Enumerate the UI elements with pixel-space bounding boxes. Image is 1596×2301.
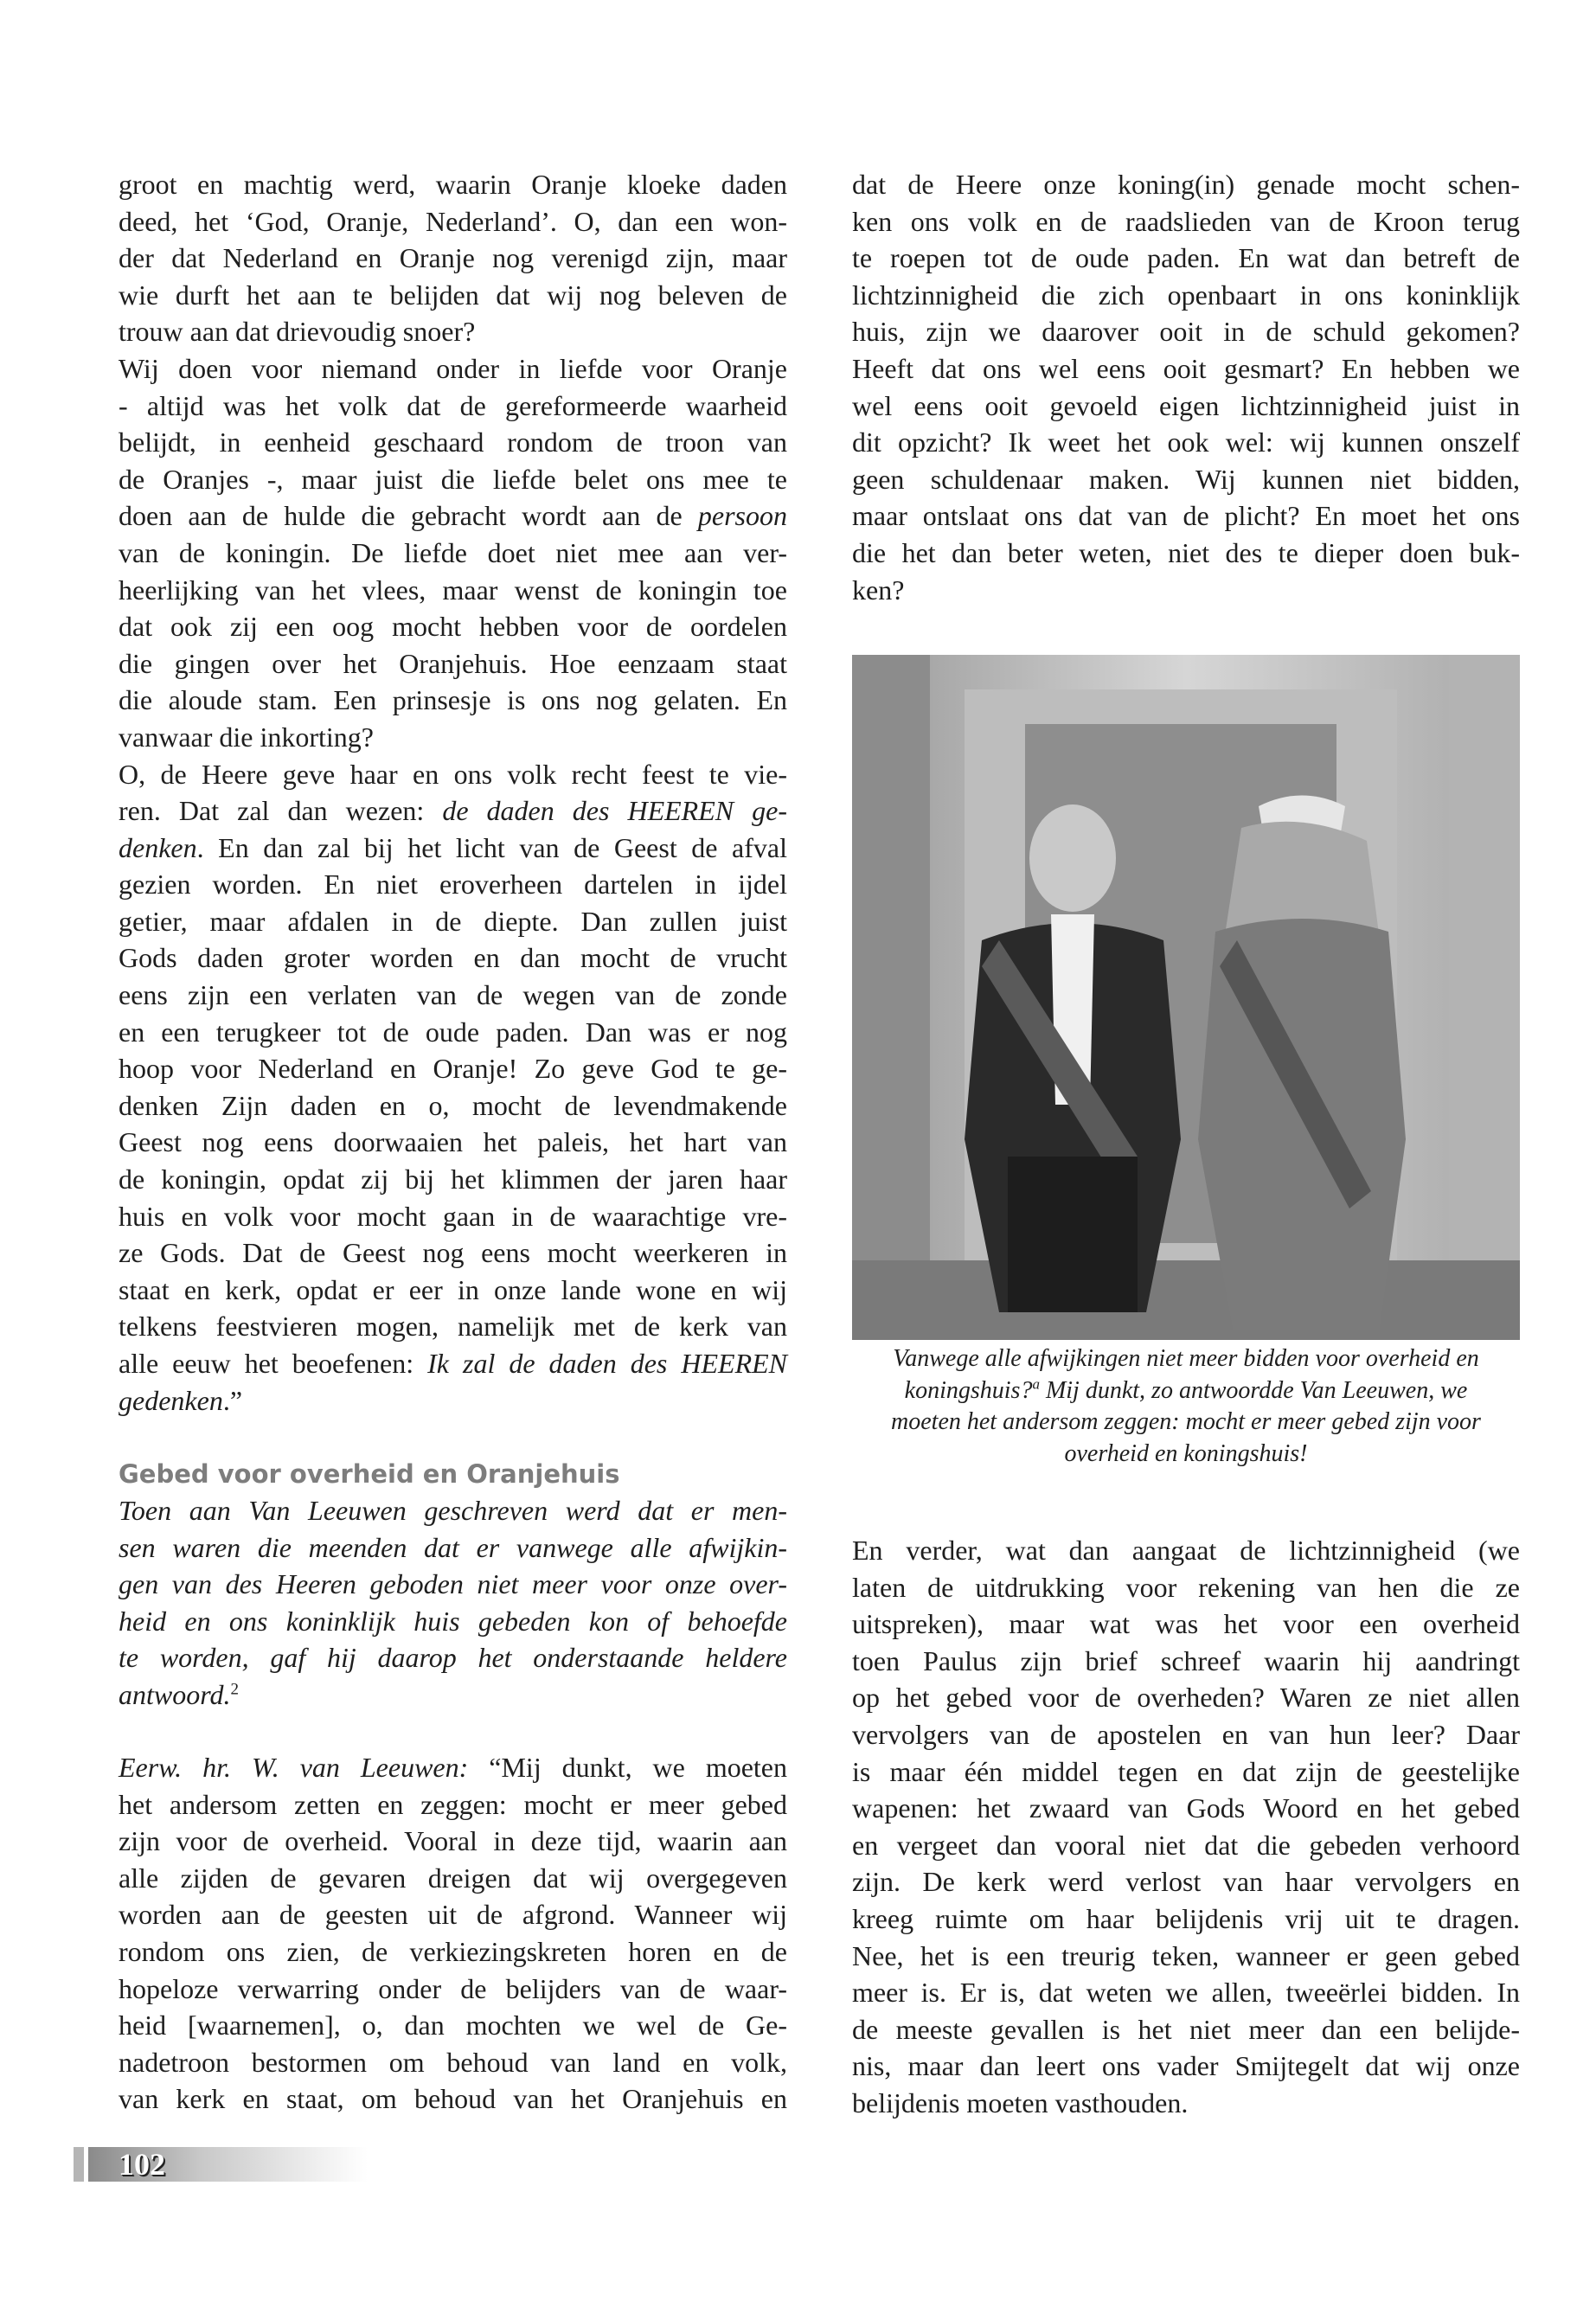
text-line [119,497,787,535]
text-run: uitspreken), maar wat was het voor een overheid [852,1608,1520,1640]
text-line [852,1938,1520,1975]
text-line [119,1345,787,1382]
footnote-marker: a [1032,1375,1040,1393]
text-line [119,1124,787,1161]
text-line [119,1087,787,1125]
text-run: Gods daden groter worden en dan mocht de vrucht [119,942,787,974]
text-run: belijdt, in eenheid geschaard rondom de troon van [119,426,787,458]
text-line [119,1639,787,1676]
text-line [119,830,787,867]
text-run: overheid en koningshuis! [1064,1440,1308,1468]
text-run: ken? [852,574,905,606]
text-run: Geest nog eens doorwaaien het paleis, het hart van [119,1126,787,1158]
caption-line [852,1407,1520,1439]
footnote-marker: 2 [230,1680,239,1699]
text-line [119,792,787,830]
text-line [852,2085,1520,2122]
text-run: En verder, wat dan aangaat de lichtzinnigheid (we [852,1535,1520,1566]
text-line [119,313,787,350]
text-run: Wij doen voor niemand onder in liefde voor Oranje [119,352,787,384]
text-run: gezien worden. En niet eroverheen dartelen in ijdel [119,868,787,901]
text-line [119,424,787,461]
text-line [852,1532,1520,1569]
text-run: kreeg ruimte om haar belijdenis vrij uit te dragen. [852,1902,1520,1934]
text-run: .” [222,1384,243,1416]
text-run: alle eeuw het beoefenen: [119,1348,428,1379]
text-line [119,1161,787,1198]
text-run: heid [waarnemen], o, dan mochten we wel de Ge- [119,2009,787,2041]
text-run: getier, maar afdalen in de diepte. Dan zullen juist [119,905,787,937]
text-run: telkens feestvieren mogen, namelijk met de kerk van [119,1311,787,1343]
text-line [119,2080,787,2118]
text-run: de koningin, opdat zij bij het klimmen der jaren haar [119,1163,787,1195]
text-run: lichtzinnigheid die zich openbaart in ons koninklijk [852,279,1520,311]
text-line [119,1492,787,1529]
text-run: huis en volk voor mocht gaan in de waarachtige vre- [119,1200,787,1232]
text-run: persoon [697,500,787,532]
caption-line [852,1375,1520,1407]
text-line [119,1823,787,1860]
text-run: dat de Heere onze koning(in) genade mocht schen- [852,169,1520,200]
text-run: heid en ons koninklijk huis gebeden kon of behoefde [119,1605,787,1637]
text-line [119,1603,787,1640]
text-run: zijn. De kerk werd verlost van haar vervolgers en [852,1866,1520,1898]
text-line [119,240,787,277]
text-run: het andersom zetten en zeggen: mocht er meer gebed [119,1788,787,1820]
text-line [852,1827,1520,1864]
section-heading: Gebed voor overheid en Oranjehuis [119,1459,620,1489]
text-run: te worden, gaf hij daarop het onderstaande heldere [119,1642,787,1674]
text-run: antwoord. [119,1678,231,1710]
text-run: ren. Dat zal dan wezen: [119,795,443,827]
text-line [852,350,1520,388]
text-line [119,388,787,425]
text-line [852,1569,1520,1606]
text-run: denken [119,831,197,863]
text-line [119,166,787,203]
text-run: vervolgers van de apostelen en van hun leer? Daar [852,1718,1520,1750]
text-line [119,1786,787,1823]
text-run: hopeloze verwarring onder de belijders van de waar- [119,1972,787,2004]
text-line [852,535,1520,572]
text-line [119,1860,787,1897]
text-line [852,240,1520,277]
quote-paragraph [119,1749,787,2118]
text-run: Ik zal de daden des HEEREN [427,1348,788,1379]
text-run: huis, zijn we daarover ooit in de schuld gekomen? [852,316,1520,348]
text-run: Nee, het is een treurig teken, wanneer er geen gebed [852,1939,1520,1971]
text-run: doen aan de hulde die gebracht wordt aan de [119,500,698,532]
text-line [852,166,1520,203]
text-line [852,1643,1520,1680]
page-number: 102 [119,2147,165,2182]
text-run: vanwaar die inkorting? [119,721,374,753]
text-run: der dat Nederland en Oranje nog verenigd zijn, maar [119,242,787,274]
text-run: die aloude stam. Een prinsesje is ons nog gelaten. En [119,684,787,716]
text-line [119,1198,787,1235]
text-run: toen Paulus zijn brief schreef waarin hij aandringt [852,1644,1520,1676]
text-run: rondom ons zien, de verkiezingskreten horen en de [119,1935,787,1967]
text-line [119,2044,787,2081]
text-run: nadetroon bestormen om behoud van land en volk, [119,2046,787,2078]
text-line [119,1234,787,1272]
text-line [119,719,787,756]
text-run: nis, maar dan leert ons vader Smijtegelt dat wij onze [852,2050,1520,2082]
text-line [119,1971,787,2008]
text-line [852,313,1520,350]
text-line [852,277,1520,314]
text-run: Vanwege alle afwijkingen niet meer bidden voor overheid en [893,1345,1479,1372]
text-run: “Mij dunkt, we moeten [468,1752,788,1783]
text-run: Eerw. hr. W. van Leeuwen: [119,1752,469,1783]
text-line [119,1272,787,1309]
text-line [852,424,1520,461]
text-run: en een terugkeer tot de oude paden. Dan was er nog [119,1016,787,1048]
text-line [119,977,787,1014]
text-run: is maar één middel tegen en dat zijn de geestelijke [852,1755,1520,1787]
text-line [852,388,1520,425]
text-line [119,1933,787,1971]
text-run: Mij dunkt, zo antwoordde Van Leeuwen, we [1039,1376,1468,1404]
text-run: denken Zijn daden en o, mocht de levendmakende [119,1089,787,1121]
text-line [119,277,787,314]
text-run: staat en kerk, opdat er eer in onze lande wone en wij [119,1273,787,1305]
caption-line [852,1343,1520,1375]
text-run: de Oranjes -, maar juist die liefde belet ons mee te [119,463,787,495]
text-line [119,645,787,683]
page-bar-stub [74,2147,84,2182]
text-run: heerlijking van het vlees, maar wenst de koningin toe [119,574,787,606]
text-line [852,572,1520,609]
text-run: de meeste gevallen is het niet meer dan een belijde- [852,2013,1520,2045]
right-column-bottom-text [852,1532,1520,2122]
photo-caption [852,1343,1520,1471]
page-number-bar [74,2147,368,2182]
text-line [119,1382,787,1420]
text-line [119,535,787,572]
text-run: die gingen over het Oranjehuis. Hoe eenzaam staat [119,647,787,679]
text-run: zijn voor de overheid. Vooral in deze tijd, waarin aan [119,1825,787,1857]
text-run: Heeft dat ons wel eens ooit gesmart? En hebben we [852,352,1520,384]
text-line [852,461,1520,498]
text-run: gedenken [119,1384,223,1416]
text-line [852,1974,1520,2011]
text-line [119,1014,787,1051]
text-run: op het gebed voor de overheden? Waren ze niet allen [852,1682,1520,1714]
text-line [119,1050,787,1087]
text-run: wel eens ooit gevoeld eigen lichtzinnigheid juist in [852,389,1520,421]
italic-intro-paragraph [119,1492,787,1714]
text-line [119,608,787,645]
text-run: van de koningin. De liefde doet niet mee aan ver- [119,536,787,568]
text-run: maar ontslaat ons dat van de plicht? En moet het ons [852,500,1520,532]
text-run: alle zijden de gevaren dreigen dat wij overgegeven [119,1862,787,1894]
caption-line [852,1439,1520,1471]
right-column-top-text [852,166,1520,608]
text-run: eens zijn een verlaten van de wegen van de zonde [119,979,787,1011]
text-run: koningshuis? [904,1376,1033,1404]
text-run: groot en machtig werd, waarin Oranje kloeke daden [119,169,787,200]
text-run: dit opzicht? Ik weet het ook wel: wij kunnen onszelf [852,426,1520,458]
text-line [119,2007,787,2044]
text-line [852,1900,1520,1938]
text-run: en vergeet dan vooral niet dat die gebeden verhoord [852,1829,1520,1861]
text-line [119,939,787,977]
text-run: - altijd was het volk dat de gereformeerde waarheid [119,389,787,421]
text-run: moeten het andersom zeggen: mocht er meer gebed zijn voor [891,1408,1481,1436]
text-line [852,1716,1520,1753]
text-line [119,461,787,498]
text-run: sen waren die meenden dat er vanwege alle afwijkin- [119,1531,787,1563]
text-line [852,1790,1520,1827]
text-run: O, de Heere geve haar en ons volk recht feest te vie- [119,758,787,790]
text-run: meer is. Er is, dat weten we allen, tweeërlei bidden. In [852,1977,1520,2009]
text-line [852,203,1520,240]
text-line [119,1896,787,1933]
text-line [852,2048,1520,2085]
text-run: Toen aan Van Leeuwen geschreven werd dat er men- [119,1495,787,1526]
text-run: ze Gods. Dat de Geest nog eens mocht weerkeren in [119,1237,787,1269]
text-line [852,1753,1520,1791]
text-run: worden aan de geesten uit de afgrond. Wanneer wij [119,1899,787,1931]
text-run: dat ook zij een oog mocht hebben voor de oordelen [119,611,787,643]
text-run: hoop voor Nederland en Oranje! Zo geve God te ge- [119,1053,787,1085]
text-line [119,203,787,240]
text-run: geen schuldenaar maken. Wij kunnen niet bidden, [852,463,1520,495]
text-run: laten de uitdrukking voor rekening van hen die ze [852,1571,1520,1603]
text-run: van kerk en staat, om behoud van het Oranjehuis en [119,2083,787,2115]
text-run: . En dan zal bij het licht van de Geest de afval [196,831,787,863]
text-line [119,572,787,609]
text-line [852,1863,1520,1900]
text-line [119,756,787,793]
text-line [119,350,787,388]
text-line [852,2011,1520,2048]
text-run: trouw aan dat drievoudig snoer? [119,316,476,348]
text-line [119,682,787,719]
text-line [119,903,787,940]
text-line [852,1606,1520,1643]
royal-couple-photo [852,655,1520,1340]
text-line [852,497,1520,535]
text-run: deed, het ‘God, Oranje, Nederland’. O, dan een won- [119,205,787,237]
text-run: wie durft het aan te belijden dat wij nog beleven de [119,279,787,311]
text-line [119,1566,787,1603]
text-run: die het dan beter weten, niet des te dieper doen buk- [852,536,1520,568]
text-line [119,1676,787,1714]
text-run: ken ons volk en de raadslieden van de Kroon terug [852,205,1520,237]
text-line [119,866,787,903]
text-run: wapenen: het zwaard van Gods Woord en het gebed [852,1792,1520,1824]
text-run: belijdenis moeten vasthouden. [852,2086,1189,2118]
text-run: te roepen tot de oude paden. En wat dan betreft de [852,242,1520,274]
text-run: de daden des HEEREN ge- [442,795,788,827]
text-line [852,1679,1520,1716]
left-column-body-text [119,166,787,1419]
text-line [119,1308,787,1345]
text-run: gen van des Heeren geboden niet meer voor onze over- [119,1568,787,1600]
text-line [119,1529,787,1567]
text-line [119,1749,787,1786]
